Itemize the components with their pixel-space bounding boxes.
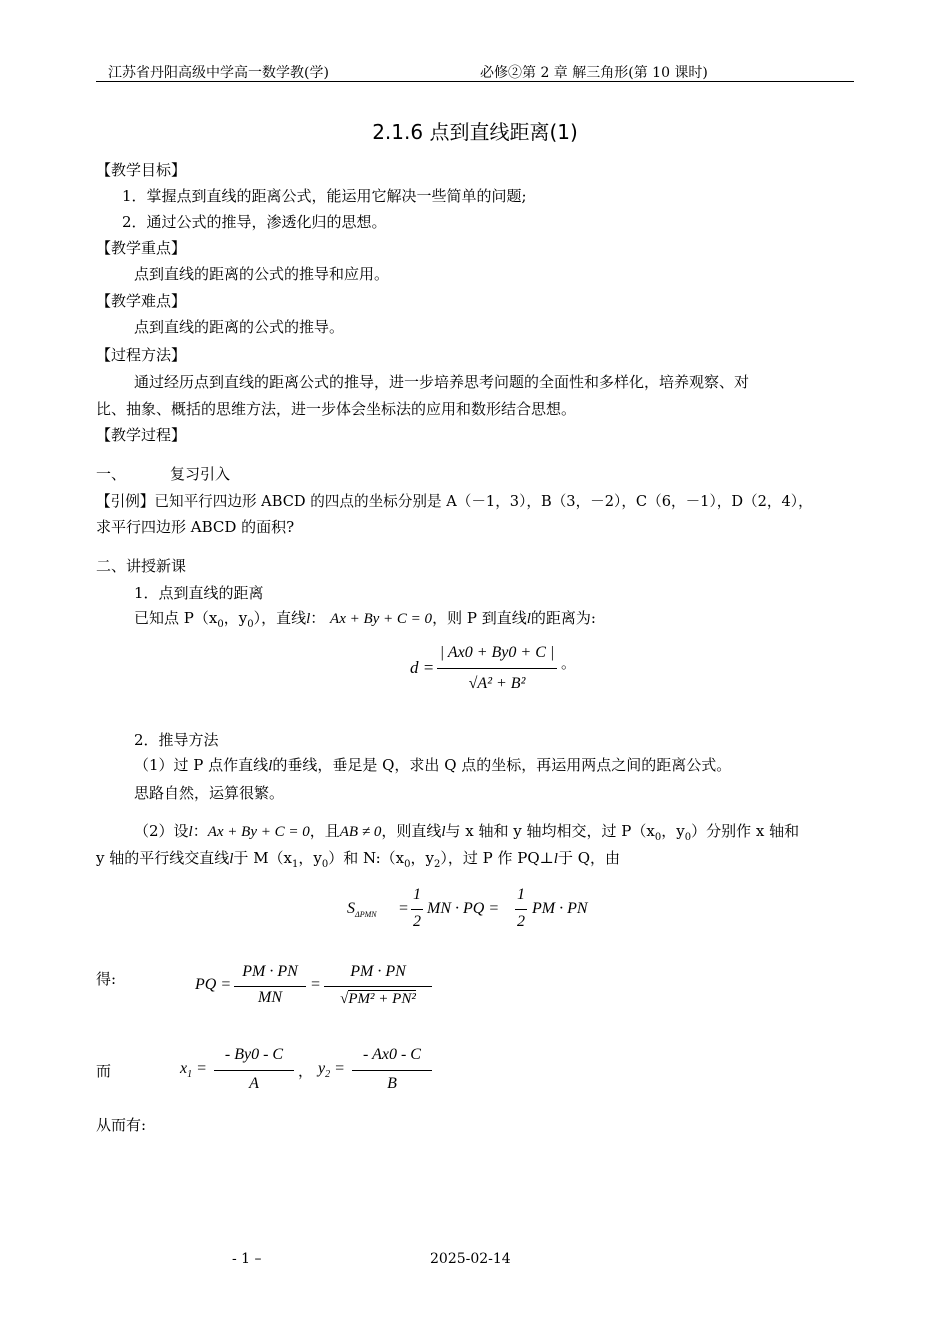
pq-den-1: MN [258, 989, 282, 1006]
methods-heading: 【过程方法】 [96, 346, 187, 364]
half-bar-2 [515, 909, 527, 910]
x1-num: - By0 - C [224, 1046, 284, 1063]
subsection-2: 2．推导方法 [134, 731, 219, 749]
area-lhs: $S_{\Delta PMN}$ [347, 900, 377, 920]
difficulties-text: 点到直线的距离的公式的推导。 [134, 318, 345, 336]
x1-lhs: $x_1$ = [180, 1060, 207, 1081]
line-equation: Ax + By + C = 0 [330, 611, 433, 627]
method1-line: （1）过 P 点作直线l的垂线，垂足是 Q，求出 Q 点的坐标，再运用两点之间的距离公式。 [134, 756, 732, 774]
area-mid-1: MN · PQ = [427, 900, 500, 917]
pq-num-2: PM · PN [350, 963, 406, 980]
y2-num: - Ax0 - C [363, 1046, 421, 1063]
part2-heading: 二、讲授新课 [96, 557, 187, 575]
er-label: 而 [96, 1062, 112, 1080]
header-right: 必修②第 2 章 解三角形(第 10 课时) [480, 65, 708, 81]
method1-note: 思路自然，运算很繁。 [134, 784, 285, 802]
known-line: 已知点 $P(x_0$，$y_0$），直线l： Ax + By + C = 0，则 P 到直线l的距离为: [134, 609, 596, 630]
header-rule [96, 81, 854, 82]
example-line-2: 求平行四边形 ABCD 的面积? [96, 518, 295, 536]
subsection-1: 1．点到直线的距离 [134, 584, 264, 602]
header-left: 江苏省丹阳高级中学高一数学教(学) [108, 65, 329, 81]
formula-numerator: | Ax0 + By0 + C | [439, 644, 555, 661]
pq-den-2: √PM² + PN² [340, 991, 416, 1007]
key-points-heading: 【教学重点】 [96, 239, 187, 257]
pq-eq: = [310, 976, 321, 993]
conclusion-label: 从而有: [96, 1116, 147, 1134]
half-num-2: 1 [517, 886, 525, 903]
de-label: 得: [96, 970, 117, 988]
footer-date: 2025-02-14 [430, 1251, 511, 1267]
half-bar-1 [411, 909, 423, 910]
difficulties-heading: 【教学难点】 [96, 292, 187, 310]
methods-line-1: 通过经历点到直线的距离公式的推导，进一步培养思考问题的全面性和多样化，培养观察、对 [134, 373, 750, 391]
objective-1: 1．掌握点到直线的距离公式，能运用它解决一些简单的问题; [122, 187, 527, 205]
formula-bar [437, 668, 557, 669]
method2-line-1: （2）设l：Ax + By + C = 0，且AB ≠ 0，则直线l与 x 轴和 y 轴均相交，过 $P(x_0$，$y_0$）分别作 x 轴和 [134, 822, 800, 843]
x1-bar [214, 1070, 294, 1071]
area-eq: = [398, 900, 409, 917]
formula-end: 。 [561, 654, 577, 672]
half-num-1: 1 [413, 886, 421, 903]
part1-number: 一、 [96, 465, 127, 483]
pq-bar-1 [234, 986, 306, 987]
formula-d: d = [410, 658, 435, 677]
page-title: 2.1.6 点到直线距离(1) [372, 120, 578, 144]
y2-den: B [387, 1075, 397, 1092]
pq-bar-2 [324, 986, 432, 987]
y2-bar [352, 1070, 432, 1071]
key-points-text: 点到直线的距离的公式的推导和应用。 [134, 265, 390, 283]
example-line-1: 【引例】已知平行四边形 ABCD 的四点的坐标分别是 A（－1，3），B（3，－2），C（6，－1），D（2，4）， [96, 493, 813, 510]
pq-lhs: PQ = [195, 976, 232, 993]
part1-title: 复习引入 [170, 465, 231, 483]
methods-line-2: 比、抽象、概括的思维方法，进一步体会坐标法的应用和数形结合思想。 [96, 400, 577, 418]
pq-num-1: PM · PN [242, 963, 298, 980]
process-heading: 【教学过程】 [96, 426, 187, 444]
objective-2: 2．通过公式的推导，渗透化归的思想。 [122, 213, 387, 231]
formula-denominator: √A² + B² [468, 675, 526, 692]
method2-line-2: y 轴的平行线交直线l于 $M(x_1$，$y_0$）和 $N:(x_0$，$y_2$），过 P 作 PQ⊥l于 Q，由 [96, 849, 621, 870]
y2-lhs: $y_2$ = [318, 1060, 345, 1081]
footer-page: - 1 – [232, 1251, 262, 1267]
area-mid-2: PM · PN [532, 900, 588, 917]
half-den-2: 2 [517, 913, 525, 930]
x1-comma: ， [298, 1062, 314, 1080]
objectives-heading: 【教学目标】 [96, 161, 187, 179]
x1-den: A [249, 1075, 259, 1092]
half-den-1: 2 [413, 913, 421, 930]
